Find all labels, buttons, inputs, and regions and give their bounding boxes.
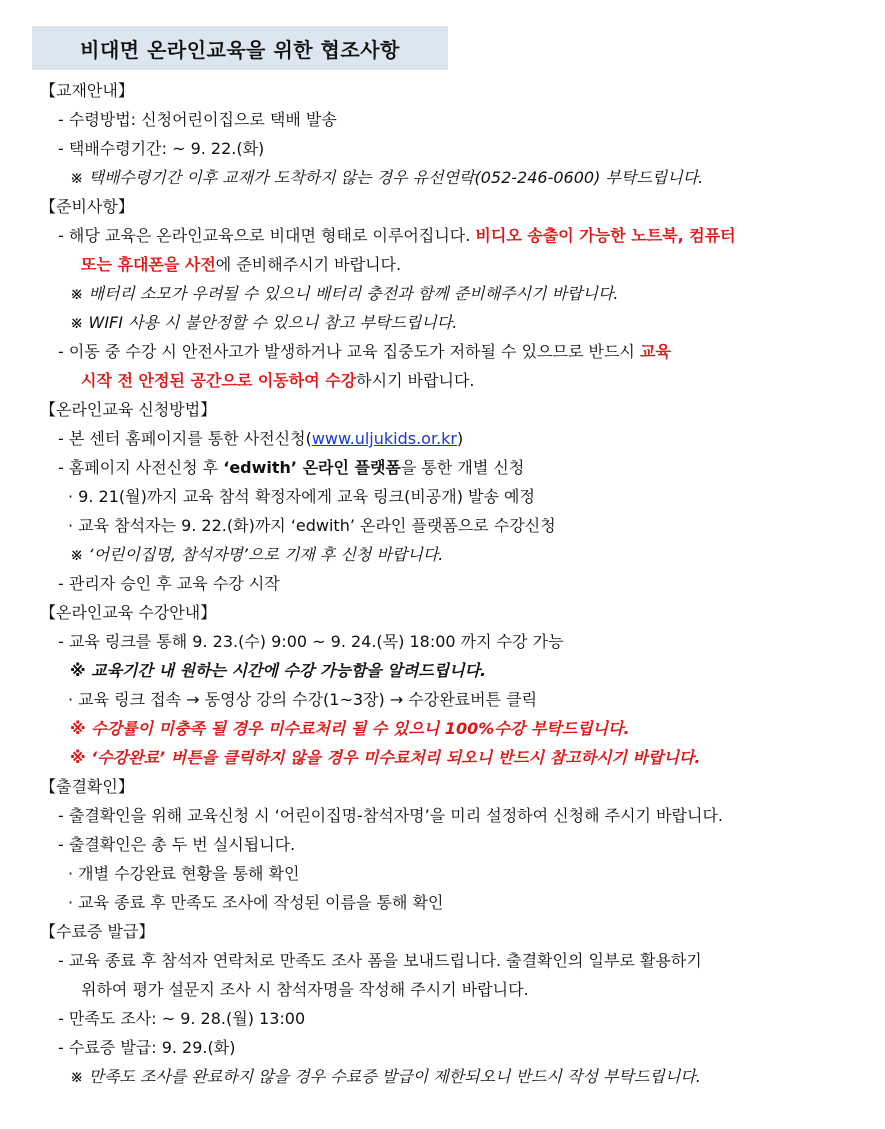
signup-detail-2: · 교육 참석자는 9. 22.(화)까지 ‘edwith’ 온라인 플랫폼으로 수강신청: [68, 516, 556, 535]
prep-item-1-line1: [40, 221, 840, 250]
cert-item-1-line2: 위하여 평가 설문지 조사 시 참석자명을 작성해 주시기 바랍니다.: [81, 980, 529, 999]
prep-item-2-line1: [40, 337, 840, 366]
signup-item-2-tail: 을 통한 개별 신청: [400, 458, 525, 477]
prep-item-1-highlight-2: 또는 휴대폰을 사전: [81, 255, 216, 274]
signup-item-1-close: ): [457, 429, 464, 448]
section-heading-prep: 【준비사항】: [40, 197, 134, 216]
title-banner: [32, 26, 448, 70]
prep-item-2-highlight: 교육: [639, 342, 671, 361]
course-note-bold: ※ 교육기간 내 원하는 시간에 수강 가능함을 알려드립니다.: [70, 661, 487, 680]
prep-item-1-text: - 해당 교육은 온라인교육으로 비대면 형태로 이루어집니다.: [58, 226, 471, 245]
prep-note-wifi: ※ WIFI 사용 시 불안정할 수 있으니 참고 부탁드립니다.: [70, 313, 458, 332]
prep-note-battery: ※ 배터리 소모가 우려될 수 있으니 배터리 충전과 함께 준비해주시기 바랍니다.: [70, 284, 619, 303]
homepage-link[interactable]: www.uljukids.or.kr: [311, 429, 458, 448]
signup-note: ※ ‘어린이집명, 참석자명’으로 기재 후 신청 바랍니다.: [70, 545, 444, 564]
signup-platform-name: ‘edwith’ 온라인 플랫폼: [223, 458, 401, 477]
prep-item-2-tail: 하시기 바랍니다.: [356, 371, 475, 390]
signup-item-2-text: - 홈페이지 사전신청 후: [58, 458, 219, 477]
signup-item-3: - 관리자 승인 후 교육 수강 시작: [58, 574, 280, 593]
cert-item-1-line1: - 교육 종료 후 참석자 연락처로 만족도 조사 폼을 보내드립니다. 출결확인의 일부로 활용하기: [58, 951, 702, 970]
section-heading-attendance: 【출결확인】: [40, 777, 134, 796]
prep-item-1-line2: [40, 250, 840, 279]
section-heading-materials: 【교재안내】: [40, 81, 134, 100]
attendance-item-1: - 출결확인을 위해 교육신청 시 ‘어린이집명-참석자명’을 미리 설정하여 신청해 주시기 바랍니다.: [58, 806, 723, 825]
course-item-1: - 교육 링크를 통해 9. 23.(수) 9:00 ~ 9. 24.(목) 18:00 까지 수강 가능: [58, 632, 564, 651]
materials-method: - 수령방법: 신청어린이집으로 택배 발송: [58, 110, 337, 129]
cert-item-2: - 만족도 조사: ~ 9. 28.(월) 13:00: [58, 1009, 306, 1028]
prep-item-2-text: - 이동 중 수강 시 안전사고가 발생하거나 교육 집중도가 저하될 수 있으므로 반드시: [58, 342, 635, 361]
signup-item-2: [40, 453, 840, 482]
course-warning-2: ※ ‘수강완료’ 버튼을 클릭하지 않을 경우 미수료처리 되오니 반드시 참고하시기 바랍니다.: [70, 748, 701, 767]
attendance-detail-2: · 교육 종료 후 만족도 조사에 작성된 이름을 통해 확인: [68, 893, 444, 912]
prep-item-1-tail: 에 준비해주시기 바랍니다.: [215, 255, 402, 274]
course-detail-1: · 교육 링크 접속 → 동영상 강의 수강(1~3장) → 수강완료버튼 클릭: [68, 690, 538, 709]
signup-item-1-text: - 본 센터 홈페이지를 통한 사전신청(: [58, 429, 312, 448]
materials-period: - 택배수령기간: ~ 9. 22.(화): [58, 139, 265, 158]
attendance-detail-1: · 개별 수강완료 현황을 통해 확인: [68, 864, 300, 883]
attendance-item-2: - 출결확인은 총 두 번 실시됩니다.: [58, 835, 296, 854]
section-heading-cert: 【수료증 발급】: [40, 922, 155, 941]
signup-item-1: [40, 424, 840, 453]
cert-item-3: - 수료증 발급: 9. 29.(화): [58, 1038, 236, 1057]
materials-note: ※ 택배수령기간 이후 교재가 도착하지 않는 경우 유선연락(052-246-0600) 부탁드립니다.: [70, 168, 704, 187]
course-warning-1: ※ 수강률이 미충족 될 경우 미수료처리 될 수 있으니 100%수강 부탁드립니다.: [70, 719, 630, 738]
prep-item-2-line2: [40, 366, 840, 395]
document-title: 비대면 온라인교육을 위한 협조사항: [80, 37, 400, 62]
prep-item-1-highlight: 비디오 송출이 가능한 노트북, 컴퓨터: [475, 226, 736, 245]
signup-detail-1: · 9. 21(월)까지 교육 참석 확정자에게 교육 링크(비공개) 발송 예정: [68, 487, 535, 506]
section-heading-course: 【온라인교육 수강안내】: [40, 603, 217, 622]
section-heading-signup: 【온라인교육 신청방법】: [40, 400, 217, 419]
document-body: [40, 76, 840, 1091]
cert-note: ※ 만족도 조사를 완료하지 않을 경우 수료증 발급이 제한되오니 반드시 작성 부탁드립니다.: [70, 1067, 701, 1086]
prep-item-2-highlight-2: 시작 전 안정된 공간으로 이동하여 수강: [81, 371, 357, 390]
